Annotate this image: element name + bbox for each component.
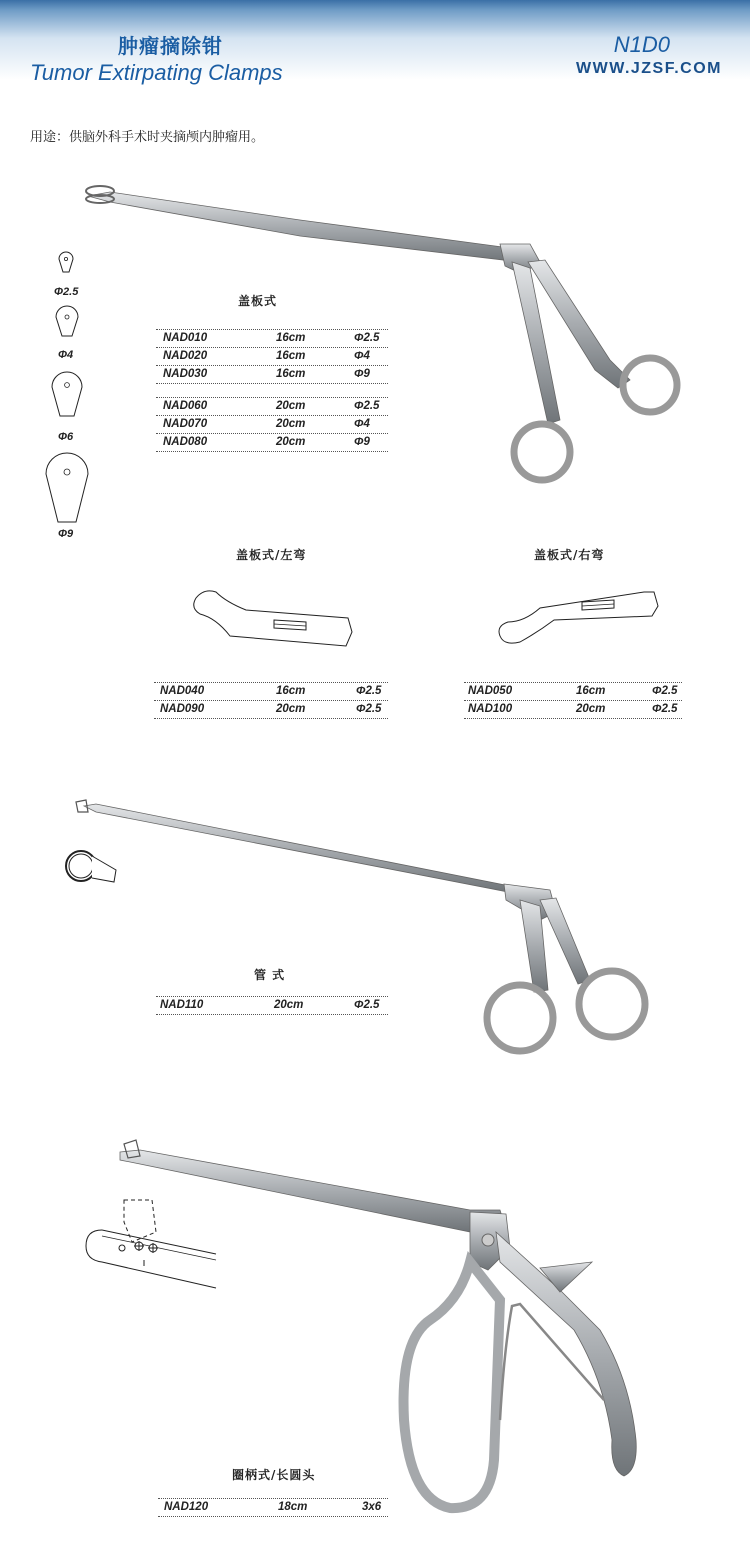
section-title-cover-right: 盖板式/右弯 — [534, 548, 605, 562]
table-row: NAD070 20cm Φ4 — [156, 416, 388, 434]
section-title-ring: 圈柄式/长圆头 — [232, 1468, 316, 1482]
tip-size-label-3: Φ6 — [58, 431, 74, 443]
table-row: NAD060 20cm Φ2.5 — [156, 397, 388, 416]
tip-size-label-1: Φ2.5 — [54, 286, 79, 298]
title-chinese: 肿瘤摘除钳 — [118, 34, 223, 58]
section-title-cover-left: 盖板式/左弯 — [236, 548, 307, 562]
header-banner — [0, 0, 750, 92]
usage-text: 用途：供脑外科手术时夹摘颅内肿瘤用。 — [30, 130, 265, 145]
tip-diagram-6 — [50, 370, 84, 418]
tip-size-label-4: Φ9 — [58, 528, 74, 540]
table-row: NAD050 16cm Φ2.5 — [464, 682, 682, 701]
section-title-cover: 盖板式 — [238, 294, 278, 308]
title-english: Tumor Extirpating Clamps — [30, 60, 283, 85]
spec-table-ring — [158, 1498, 388, 1517]
spec-table-cover-right — [464, 682, 682, 719]
tip-diagram-2-5 — [56, 252, 76, 274]
table-row: NAD120 18cm 3x6 — [158, 1498, 388, 1517]
left-curve-diagram — [186, 588, 356, 648]
table-row: NAD100 20cm Φ2.5 — [464, 701, 682, 719]
table-row: NAD040 16cm Φ2.5 — [154, 682, 388, 701]
spec-table-cover-left — [154, 682, 388, 719]
tube-tip-diagram — [64, 848, 124, 888]
ring-tip-diagram — [82, 1196, 222, 1286]
spec-table-tube — [156, 996, 388, 1015]
tip-size-label-2: Φ4 — [58, 349, 74, 361]
tip-diagram-9 — [44, 452, 90, 524]
product-code: N1D0 — [613, 32, 670, 57]
right-curve-diagram — [494, 586, 664, 646]
table-row: NAD110 20cm Φ2.5 — [156, 996, 388, 1015]
table-row: NAD090 20cm Φ2.5 — [154, 701, 388, 719]
table-row: NAD030 16cm Φ9 — [156, 366, 388, 384]
tip-diagram-4 — [54, 306, 80, 338]
table-row: NAD010 16cm Φ2.5 — [156, 329, 388, 348]
website-link[interactable]: WWW.JZSF.COM — [576, 60, 722, 77]
spec-table-cover — [156, 329, 388, 452]
table-row: NAD020 16cm Φ4 — [156, 348, 388, 366]
section-title-tube: 管 式 — [254, 968, 286, 982]
table-row: NAD080 20cm Φ9 — [156, 434, 388, 452]
